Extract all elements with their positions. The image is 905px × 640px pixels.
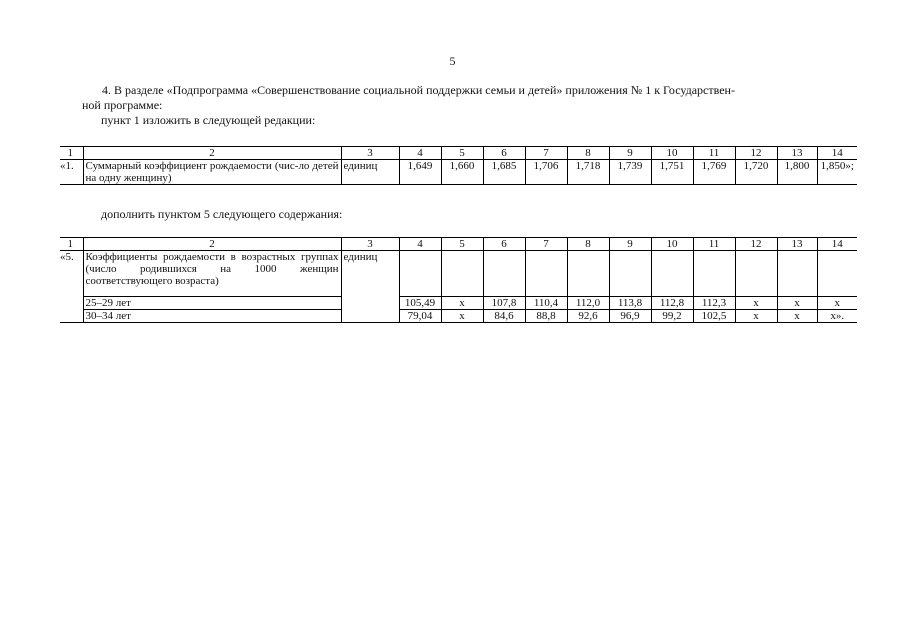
table2-value: 112,0	[567, 297, 609, 310]
table2-header-cell: 4	[399, 238, 441, 251]
table2-header-cell: 6	[483, 238, 525, 251]
table1-value: 1,685	[483, 160, 525, 185]
table2-value: 99,2	[651, 310, 693, 323]
table1-header-cell: 3	[341, 147, 399, 160]
table2-header-cell: 1	[60, 238, 83, 251]
table2-value: х».	[817, 310, 857, 323]
table1-header-cell: 11	[693, 147, 735, 160]
table2-age-group: 25–29 лет	[83, 297, 341, 310]
table1-value: 1,769	[693, 160, 735, 185]
table1-header-cell: 12	[735, 147, 777, 160]
table1-header-cell: 14	[817, 147, 857, 160]
table2-value: 110,4	[525, 297, 567, 310]
table2-header-cell: 2	[83, 238, 341, 251]
intro-line-2: ной программе:	[82, 98, 163, 112]
table2-value: 107,8	[483, 297, 525, 310]
page-number: 5	[449, 54, 456, 68]
table1-value: 1,660	[441, 160, 483, 185]
intro-paragraph	[82, 83, 842, 113]
table1-value: 1,800	[777, 160, 817, 185]
table2-row	[60, 297, 857, 310]
table1-header-cell: 7	[525, 147, 567, 160]
table2-row	[60, 310, 857, 323]
table2-value: 84,6	[483, 310, 525, 323]
table1-value: 1,718	[567, 160, 609, 185]
table2-age-group: 30–34 лет	[83, 310, 341, 323]
table2-unit: единиц	[341, 251, 399, 323]
table1-value: 1,751	[651, 160, 693, 185]
table2-empty-cell	[777, 251, 817, 297]
add5-instruction: дополнить пунктом 5 следующего содержания:	[101, 207, 343, 221]
table2-header-cell: 12	[735, 238, 777, 251]
table2-value: 105,49	[399, 297, 441, 310]
table2-header-cell: 8	[567, 238, 609, 251]
table1-header-cell: 5	[441, 147, 483, 160]
table1-header-row	[60, 147, 857, 160]
item1-instruction: пункт 1 изложить в следующей редакции:	[101, 113, 316, 127]
table2-header-cell: 7	[525, 238, 567, 251]
table1-header-cell: 1	[60, 147, 83, 160]
table2-header-cell: 5	[441, 238, 483, 251]
intro-line-1: 4. В разделе «Подпрограмма «Совершенствование социальной поддержки семьи и детей» приложения № 1 к Государствен-	[102, 83, 735, 97]
table2-empty-cell	[567, 251, 609, 297]
table2-header-row	[60, 238, 857, 251]
table2-empty-cell	[609, 251, 651, 297]
table2-empty-cell	[483, 251, 525, 297]
table2-empty-cell	[735, 251, 777, 297]
table2-header-cell: 3	[341, 238, 399, 251]
table2-row-number: «5.	[60, 251, 83, 323]
table2-header-cell: 11	[693, 238, 735, 251]
indicator-table-2	[60, 237, 857, 323]
table2-value: х	[441, 297, 483, 310]
table2-empty-cell	[399, 251, 441, 297]
table2-value: х	[735, 310, 777, 323]
table1-header-cell: 10	[651, 147, 693, 160]
table2-header-cell: 10	[651, 238, 693, 251]
table2-value: 96,9	[609, 310, 651, 323]
table1-value: 1,739	[609, 160, 651, 185]
table1-unit: единиц	[341, 160, 399, 185]
table1-header-cell: 9	[609, 147, 651, 160]
table2-value: 88,8	[525, 310, 567, 323]
table2-value: 102,5	[693, 310, 735, 323]
table1-header-cell: 2	[83, 147, 341, 160]
table2-value: 112,8	[651, 297, 693, 310]
table2-value: х	[817, 297, 857, 310]
table2-value: 113,8	[609, 297, 651, 310]
table1-header-cell: 6	[483, 147, 525, 160]
table1-value: 1,649	[399, 160, 441, 185]
table2-value: х	[441, 310, 483, 323]
table2-group-row	[60, 251, 857, 297]
table2-header-cell: 9	[609, 238, 651, 251]
table1-header-cell: 4	[399, 147, 441, 160]
table2-indicator-name: Коэффициенты рождаемости в возрастных группах (число родившихся на 1000 женщин соответствующего возраста)	[83, 251, 341, 297]
table1-header-cell: 8	[567, 147, 609, 160]
table2-value: х	[777, 310, 817, 323]
table2-value: 79,04	[399, 310, 441, 323]
table1-value: 1,850»;	[817, 160, 857, 185]
table2-empty-cell	[651, 251, 693, 297]
table1-header-cell: 13	[777, 147, 817, 160]
table2-value: х	[735, 297, 777, 310]
table1-indicator-name: Суммарный коэффициент рождаемости (чис-ло детей на одну женщину)	[83, 160, 341, 185]
table2-header-cell: 13	[777, 238, 817, 251]
table2-value: х	[777, 297, 817, 310]
table1-value: 1,720	[735, 160, 777, 185]
table2-empty-cell	[693, 251, 735, 297]
table1-row-number: «1.	[60, 160, 83, 185]
table2-header-cell: 14	[817, 238, 857, 251]
indicator-table-1	[60, 146, 857, 185]
table1-value: 1,706	[525, 160, 567, 185]
table1-row	[60, 160, 857, 185]
table2-empty-cell	[441, 251, 483, 297]
table2-empty-cell	[817, 251, 857, 297]
table2-value: 112,3	[693, 297, 735, 310]
table2-empty-cell	[525, 251, 567, 297]
table2-value: 92,6	[567, 310, 609, 323]
